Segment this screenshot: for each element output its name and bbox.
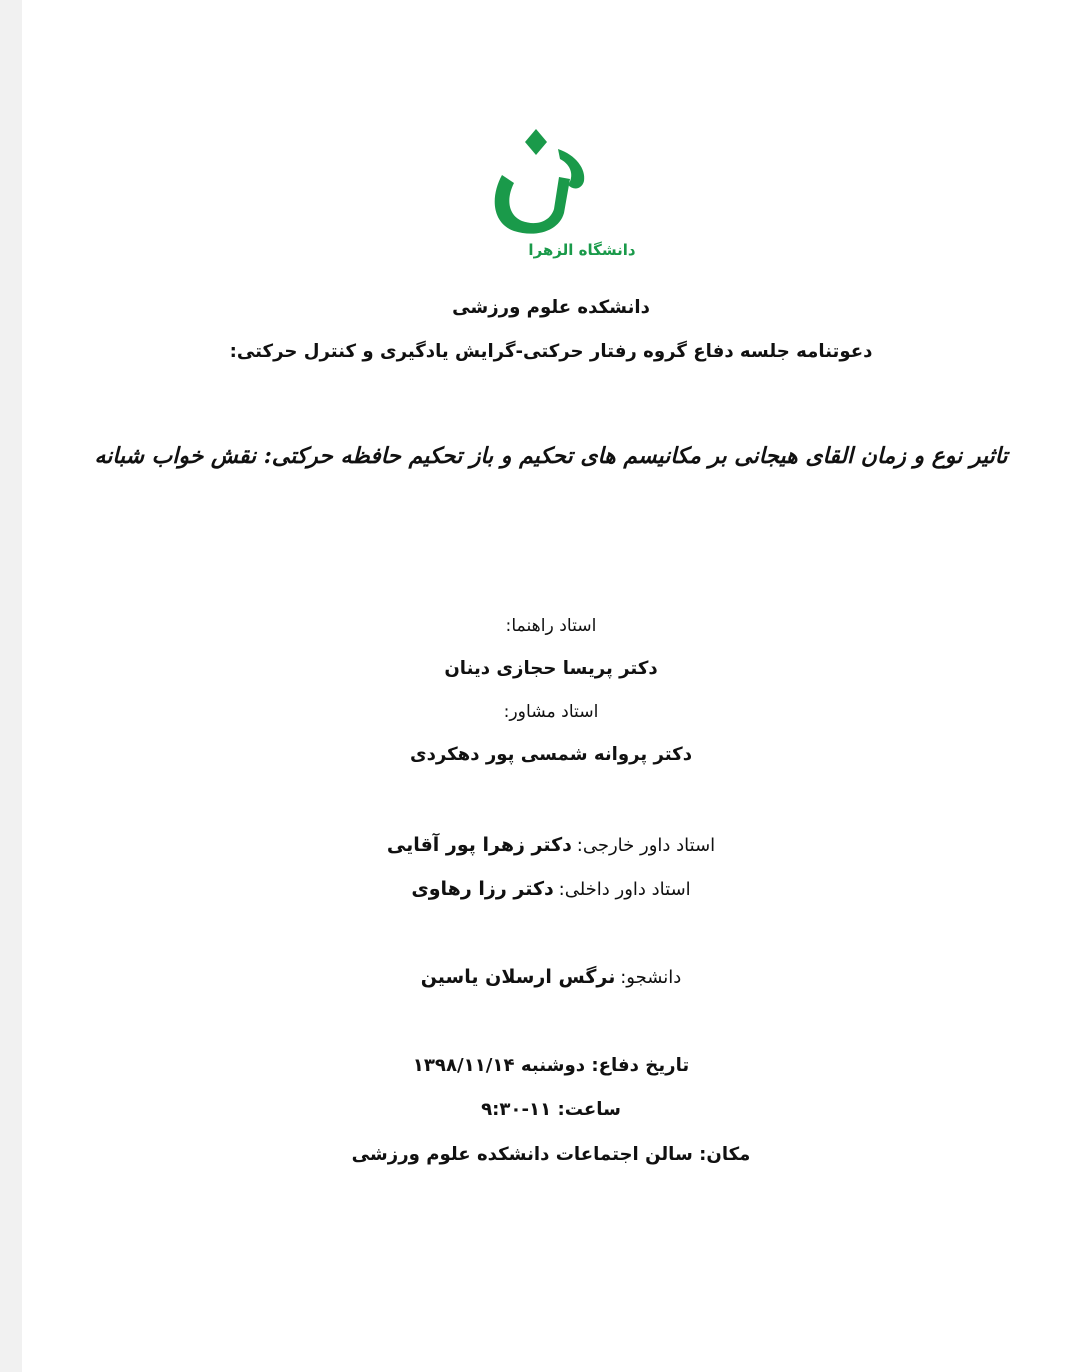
internal-examiner-line — [22, 880, 1080, 899]
student-label: دانشجو: — [620, 967, 682, 988]
invitation-heading: دعوتنامه جلسه دفاع گروه رفتار حرکتی-گرایش یادگیری و کنترل حرکتی: — [229, 341, 873, 362]
student-line — [22, 968, 1080, 987]
advisor-name: دکتر پروانه شمسی پور دهکردی — [409, 744, 693, 765]
student-name: نرگس ارسلان یاسین — [420, 966, 616, 988]
invitation-page — [22, 0, 1080, 1372]
internal-examiner-name: دکتر رزا رهاوی — [411, 878, 554, 900]
logo-wordmark: دانشگاه الزهرا — [528, 241, 636, 259]
supervisor-name: دکتر پریسا حجازی دینان — [444, 658, 658, 679]
internal-examiner-label: استاد داور داخلی: — [558, 879, 691, 900]
advisor-label: استاد مشاور: — [503, 702, 599, 722]
external-examiner-label: استاد داور خارجی: — [576, 835, 716, 856]
supervisor-label: استاد راهنما: — [505, 616, 597, 636]
faculty-name: دانشکده علوم ورزشی — [452, 297, 650, 318]
defense-time: ساعت: ۱۱-۹:۳۰ — [481, 1099, 621, 1120]
defense-date: تاریخ دفاع: دوشنبه ۱۳۹۸/۱۱/۱۴ — [412, 1055, 690, 1076]
external-examiner-name: دکتر زهرا پور آقایی — [386, 834, 572, 856]
alzahra-university-logo — [484, 125, 636, 265]
defense-place: مکان: سالن اجتماعات دانشکده علوم ورزشی — [351, 1144, 751, 1165]
external-examiner-line — [22, 836, 1080, 855]
thesis-title: تاثیر نوع و زمان القای هیجانی بر مکانیسم های تحکیم و باز تحکیم حافظه حرکتی: نقش خواب شبانه — [94, 443, 1008, 469]
